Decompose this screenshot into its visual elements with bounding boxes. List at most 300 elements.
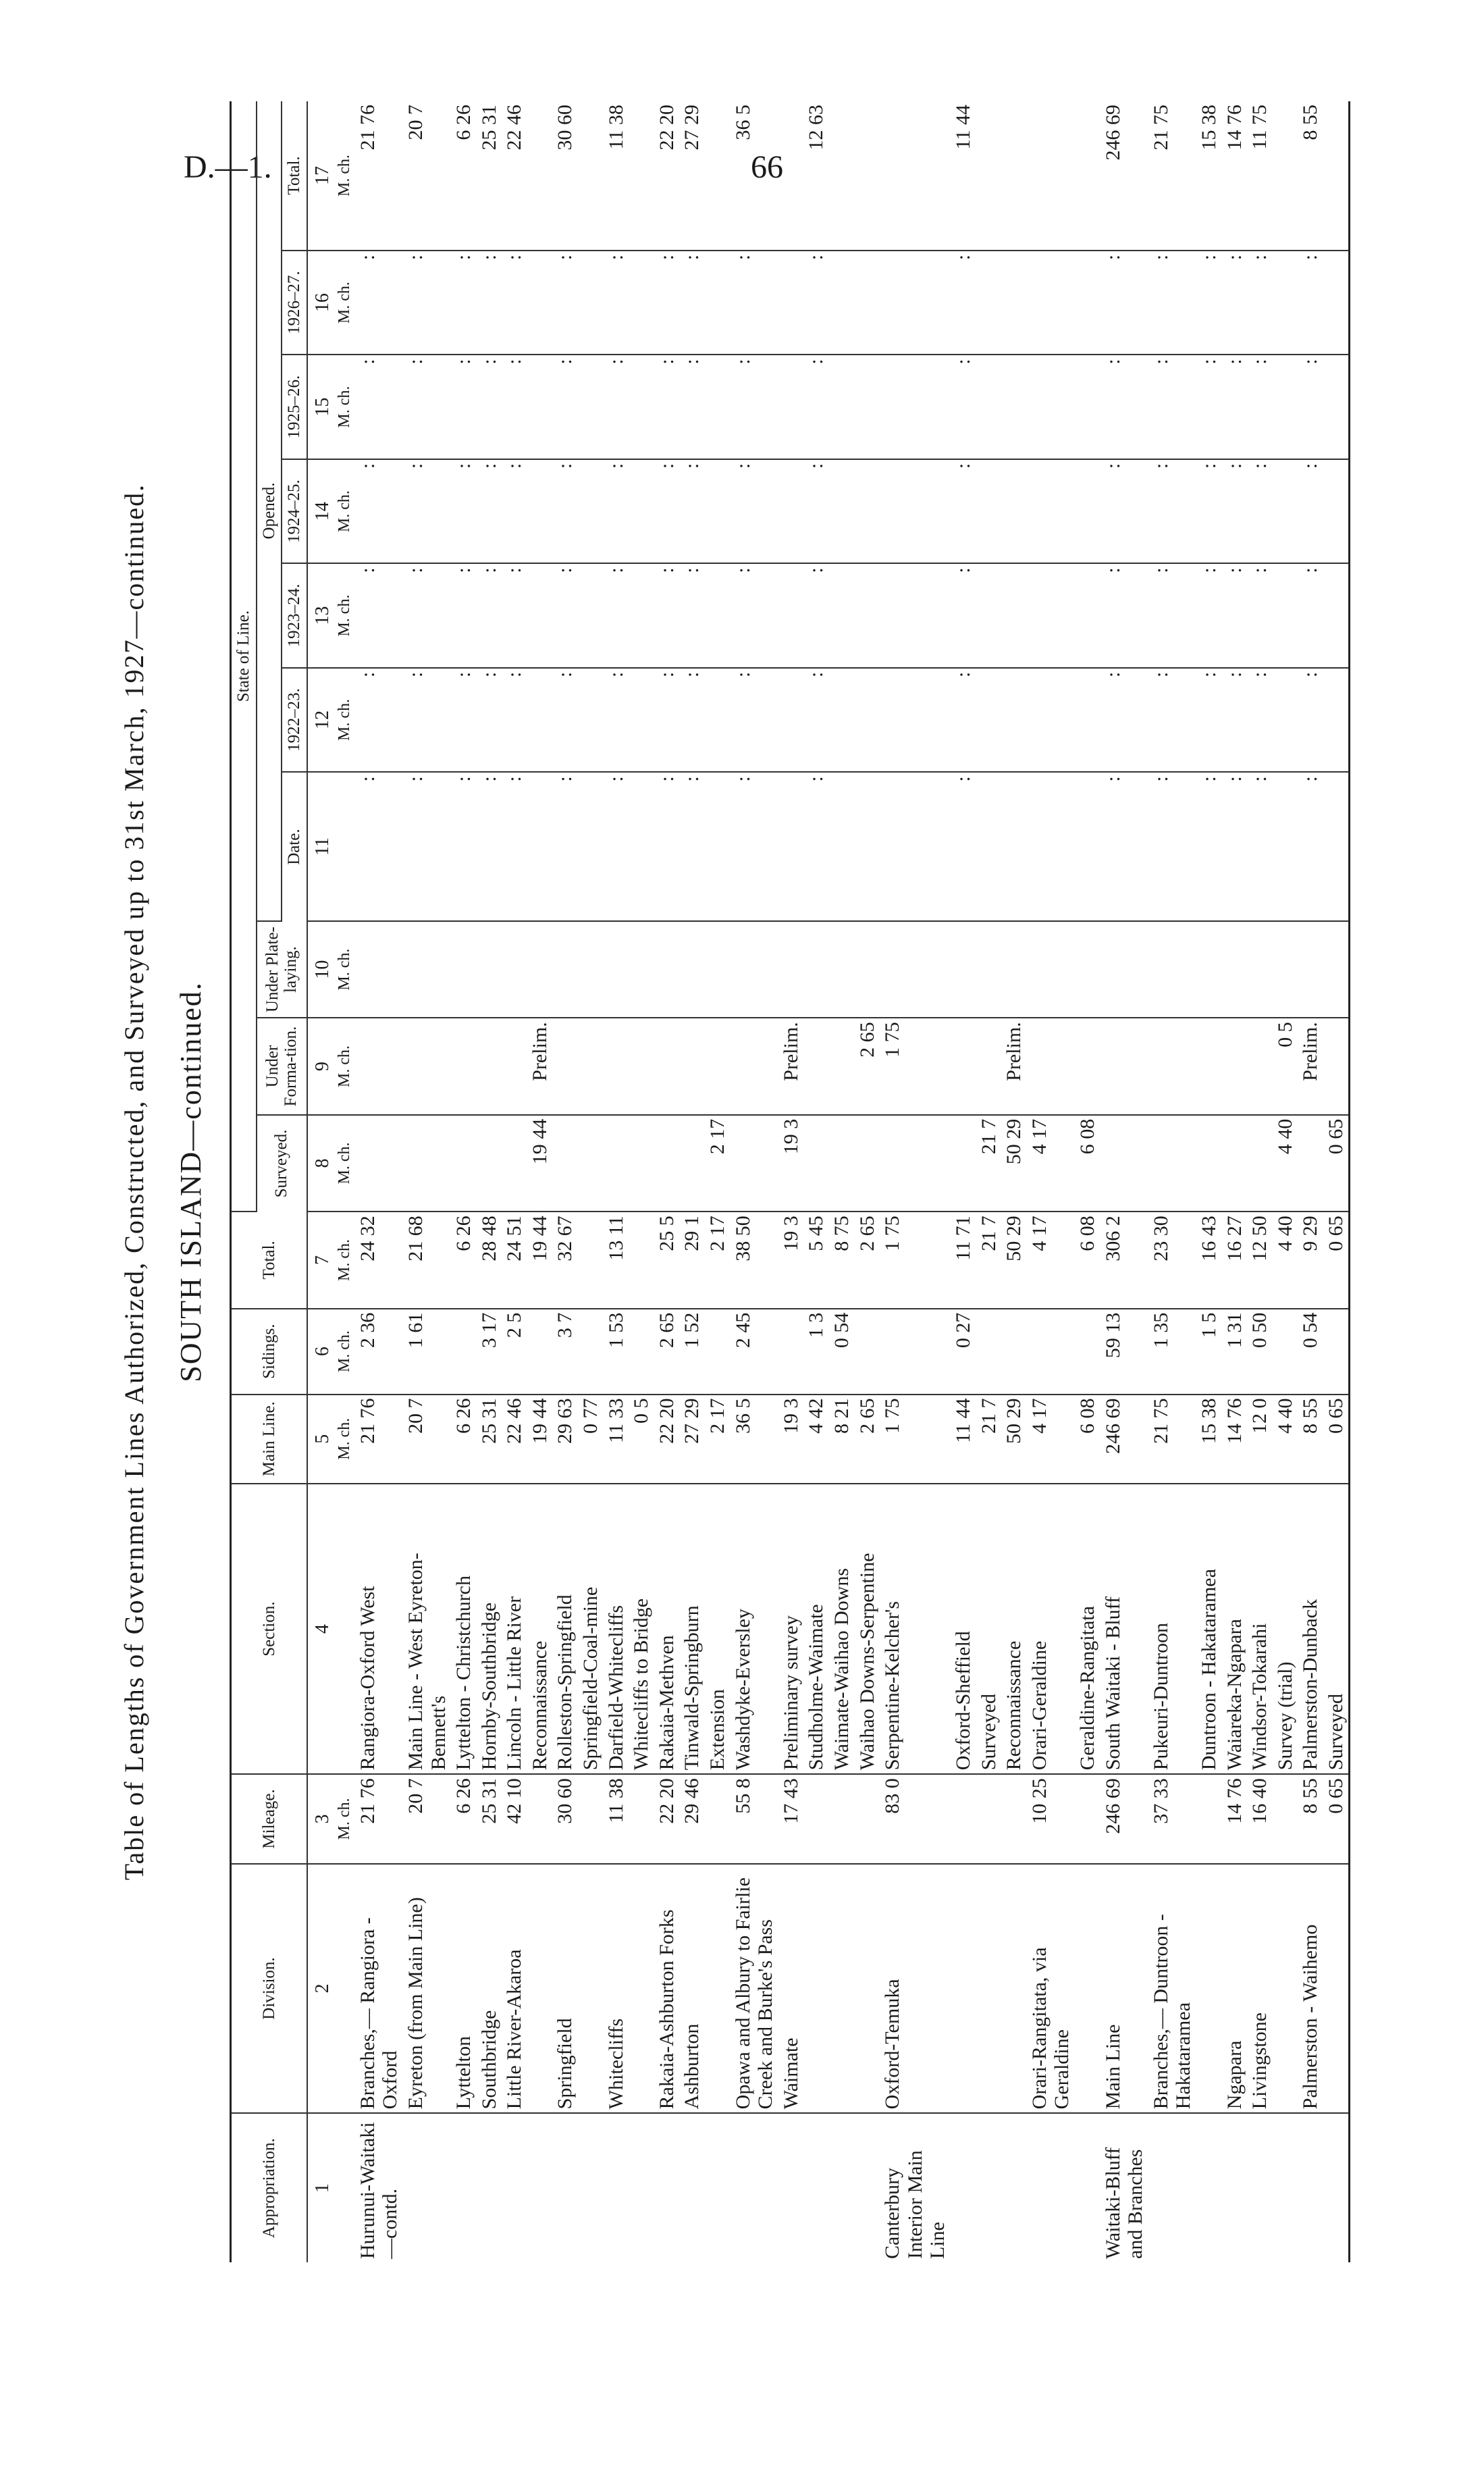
opened-date-cell	[855, 772, 880, 921]
opened-date-cell: :	[355, 772, 403, 921]
opened-1923-cell: :	[654, 563, 680, 667]
under-formation-cell	[1027, 1018, 1075, 1114]
opened-total-cell	[578, 101, 604, 251]
under-formation-cell	[1101, 1018, 1148, 1114]
opened-1926-cell	[1027, 251, 1075, 355]
main-line-cell: 21 7	[976, 1395, 1002, 1484]
under-formation-cell	[604, 1018, 629, 1114]
total-cell: 306 2	[1101, 1212, 1148, 1308]
appropriation-cell	[1222, 2113, 1248, 2262]
division-cell	[705, 1864, 731, 2114]
opened-1925-cell	[1001, 355, 1027, 459]
mileage-cell: 16 40	[1247, 1774, 1273, 1863]
under-formation-cell	[654, 1018, 680, 1114]
opened-date-cell: :	[1101, 772, 1148, 921]
main-line-cell: 21 75	[1148, 1395, 1196, 1484]
opened-1926-cell	[829, 251, 855, 355]
opened-1926-cell: :	[951, 251, 976, 355]
opened-1926-cell: :	[679, 251, 705, 355]
sidings-cell	[451, 1309, 477, 1395]
appropriation-cell	[1298, 2113, 1323, 2262]
opened-total-cell	[1273, 101, 1298, 251]
appropriation-cell	[976, 2113, 1002, 2262]
opened-1926-cell: :	[1298, 251, 1323, 355]
col-state-of-line: State of Line.	[231, 101, 257, 1212]
column-number-row	[307, 101, 334, 2262]
total-cell: 50 29	[1001, 1212, 1027, 1308]
opened-1922-cell	[578, 668, 604, 772]
surveyed-cell: 19 44	[527, 1115, 553, 1212]
sidings-cell: 3 7	[552, 1309, 578, 1395]
surveyed-cell	[679, 1115, 705, 1212]
total-cell: 24 32	[355, 1212, 403, 1308]
opened-1924-cell	[578, 459, 604, 563]
opened-1923-cell	[829, 563, 855, 667]
main-line-cell: 1 75	[880, 1395, 951, 1484]
opened-1925-cell	[976, 355, 1002, 459]
col-number: 3	[307, 1774, 334, 1863]
opened-1922-cell: :	[1101, 668, 1148, 772]
sidings-cell	[880, 1309, 951, 1395]
section-cell: Studholme-Waimate	[803, 1484, 829, 1774]
opened-1924-cell: :	[679, 459, 705, 563]
col-number: 12	[307, 668, 334, 772]
under-platelaying-cell	[705, 921, 731, 1018]
surveyed-cell	[1101, 1115, 1148, 1212]
total-cell: 25 5	[654, 1212, 680, 1308]
surveyed-cell	[951, 1115, 976, 1212]
col-1926: 1926–27.	[282, 251, 307, 355]
opened-1926-cell	[1075, 251, 1101, 355]
under-formation-cell	[578, 1018, 604, 1114]
opened-1926-cell: :	[654, 251, 680, 355]
opened-1923-cell: :	[552, 563, 578, 667]
under-formation-cell	[1075, 1018, 1101, 1114]
mileage-cell: 22 20	[654, 1774, 680, 1863]
opened-1924-cell	[629, 459, 654, 563]
under-formation-cell	[1247, 1018, 1273, 1114]
total-cell: 19 3	[778, 1212, 804, 1308]
section-cell: Surveyed	[1323, 1484, 1350, 1774]
surveyed-cell	[502, 1115, 527, 1212]
appropriation-cell	[679, 2113, 705, 2262]
opened-1922-cell	[527, 668, 553, 772]
sidings-cell	[855, 1309, 880, 1395]
mileage-cell: 29 46	[679, 1774, 705, 1863]
mileage-cell	[976, 1774, 1002, 1863]
division-cell	[855, 1864, 880, 2114]
sidings-cell: 1 52	[679, 1309, 705, 1395]
section-cell: Washdyke-Eversley	[731, 1484, 778, 1774]
under-formation-cell: 2 65	[855, 1018, 880, 1114]
appropriation-cell: Canterbury Interior Main Line	[881, 2150, 949, 2259]
opened-total-cell: 8 55	[1298, 101, 1323, 251]
opened-date-cell	[778, 772, 804, 921]
main-line-cell: 19 3	[778, 1395, 804, 1484]
appropriation-cell	[951, 2113, 976, 2262]
table-row	[1298, 101, 1323, 2262]
opened-1924-cell: :	[355, 459, 403, 563]
surveyed-cell	[1247, 1115, 1273, 1212]
surveyed-cell	[855, 1115, 880, 1212]
unit-label: M. ch.	[334, 921, 355, 1018]
table-title: Table of Lengths of Government Lines Authorized, Constructed, and Surveyed up to 31st March, 1927—continued.	[119, 483, 149, 1881]
appropriation-cell: Waitaki-Bluff and Branches	[1101, 2147, 1147, 2259]
sidings-cell: 2 65	[654, 1309, 680, 1395]
main-line-cell: 0 65	[1323, 1395, 1350, 1484]
mileage-cell: 10 25	[1027, 1774, 1075, 1863]
appropriation-cell	[1196, 2113, 1222, 2262]
main-line-cell: 50 29	[1001, 1395, 1027, 1484]
opened-1924-cell: :	[552, 459, 578, 563]
mileage-cell	[578, 1774, 604, 1863]
opened-date-cell: :	[803, 772, 829, 921]
opened-total-cell: 20 7	[403, 101, 451, 251]
under-formation-cell: Prelim.	[527, 1018, 553, 1114]
under-formation-cell	[629, 1018, 654, 1114]
division-cell: Springfield	[552, 1864, 578, 2114]
rotated-table-sheet	[118, 101, 1367, 2262]
sidings-cell: 1 61	[403, 1309, 451, 1395]
table-subtitle: SOUTH ISLAND—continued.	[174, 981, 207, 1382]
under-platelaying-cell	[1323, 921, 1350, 1018]
opened-1924-cell: :	[654, 459, 680, 563]
division-cell: Orari-Rangitata, via Geraldine	[1027, 1864, 1075, 2114]
under-formation-cell	[1148, 1018, 1196, 1114]
under-formation-cell: 1 75	[880, 1018, 951, 1114]
under-platelaying-cell	[355, 921, 403, 1018]
main-line-cell: 36 5	[731, 1395, 778, 1484]
opened-date-cell: :	[451, 772, 477, 921]
opened-1923-cell	[705, 563, 731, 667]
under-platelaying-cell	[803, 921, 829, 1018]
sidings-cell	[1001, 1309, 1027, 1395]
section-cell: Reconnaissance	[527, 1484, 553, 1774]
total-cell: 4 17	[1027, 1212, 1075, 1308]
opened-total-cell: 27 29	[679, 101, 705, 251]
appropriation-cell	[629, 2113, 654, 2262]
under-formation-cell	[502, 1018, 527, 1114]
total-cell: 11 71	[951, 1212, 976, 1308]
opened-1922-cell	[880, 668, 951, 772]
under-formation-cell	[1323, 1018, 1350, 1114]
col-1924: 1924–25.	[282, 459, 307, 563]
sidings-cell: 1 31	[1222, 1309, 1248, 1395]
surveyed-cell: 0 65	[1323, 1115, 1350, 1212]
table-row	[855, 101, 880, 2262]
opened-date-cell: :	[1298, 772, 1323, 921]
opened-1922-cell: :	[1298, 668, 1323, 772]
main-line-cell: 2 65	[855, 1395, 880, 1484]
opened-1924-cell: :	[451, 459, 477, 563]
sidings-cell	[578, 1309, 604, 1395]
opened-1925-cell	[578, 355, 604, 459]
section-cell: Darfield-Whitecliffs	[604, 1484, 629, 1774]
opened-1925-cell: :	[403, 355, 451, 459]
division-cell: Southbridge	[477, 1864, 502, 2114]
opened-1925-cell	[1027, 355, 1075, 459]
total-cell: 5 45	[803, 1212, 829, 1308]
division-cell: Little River-Akaroa	[502, 1864, 527, 2114]
opened-1924-cell	[829, 459, 855, 563]
total-cell: 28 48	[477, 1212, 502, 1308]
opened-1926-cell: :	[1101, 251, 1148, 355]
division-cell	[976, 1864, 1002, 2114]
opened-1924-cell: :	[731, 459, 778, 563]
section-cell: Waimate-Waihao Downs	[829, 1484, 855, 1774]
mileage-cell: 25 31	[477, 1774, 502, 1863]
sidings-cell: 1 5	[1196, 1309, 1222, 1395]
opened-total-cell	[976, 101, 1002, 251]
appropriation-cell	[552, 2113, 578, 2262]
table-row	[451, 101, 477, 2262]
under-platelaying-cell	[1273, 921, 1298, 1018]
appropriation-cell	[778, 2113, 804, 2262]
sidings-cell	[527, 1309, 553, 1395]
opened-1922-cell: :	[1222, 668, 1248, 772]
col-number: 1	[311, 2183, 333, 2193]
opened-1926-cell	[1001, 251, 1027, 355]
surveyed-cell	[1148, 1115, 1196, 1212]
under-platelaying-cell	[477, 921, 502, 1018]
sidings-cell: 2 45	[731, 1309, 778, 1395]
appropriation-cell	[731, 2113, 778, 2262]
under-formation-cell	[451, 1018, 477, 1114]
opened-1923-cell	[578, 563, 604, 667]
opened-1923-cell	[527, 563, 553, 667]
unit-label: M. ch.	[334, 668, 355, 772]
opened-total-cell	[527, 101, 553, 251]
sidings-cell	[1027, 1309, 1075, 1395]
under-formation-cell	[552, 1018, 578, 1114]
opened-1925-cell	[1075, 355, 1101, 459]
opened-1924-cell	[527, 459, 553, 563]
under-formation-cell	[679, 1018, 705, 1114]
col-number: 10	[307, 921, 334, 1018]
under-formation-cell	[803, 1018, 829, 1114]
opened-1925-cell: :	[1196, 355, 1222, 459]
sidings-cell	[1323, 1309, 1350, 1395]
opened-1926-cell	[1273, 251, 1298, 355]
col-number: 7	[307, 1212, 334, 1308]
under-platelaying-cell	[951, 921, 976, 1018]
main-line-cell: 29 63	[552, 1395, 578, 1484]
opened-1923-cell: :	[502, 563, 527, 667]
opened-1923-cell: :	[403, 563, 451, 667]
opened-total-cell: 6 26	[451, 101, 477, 251]
table-row	[1075, 101, 1101, 2262]
opened-date-cell	[1273, 772, 1298, 921]
main-line-cell: 0 5	[629, 1395, 654, 1484]
opened-1923-cell: :	[477, 563, 502, 667]
division-cell: Main Line	[1101, 1864, 1148, 2114]
surveyed-cell: 19 3	[778, 1115, 804, 1212]
opened-date-cell: :	[552, 772, 578, 921]
col-number: 14	[307, 459, 334, 563]
opened-1922-cell: :	[451, 668, 477, 772]
opened-date-cell	[629, 772, 654, 921]
opened-total-cell: 11 38	[604, 101, 629, 251]
col-under-platelaying: Under Plate-laying.	[257, 921, 307, 1018]
main-line-cell: 4 42	[803, 1395, 829, 1484]
opened-1922-cell: :	[679, 668, 705, 772]
total-cell: 8 75	[829, 1212, 855, 1308]
opened-1926-cell	[855, 251, 880, 355]
surveyed-cell	[654, 1115, 680, 1212]
table-row	[829, 101, 855, 2262]
under-formation-cell: Prelim.	[1298, 1018, 1323, 1114]
opened-date-cell	[880, 772, 951, 921]
section-cell: Tinwald-Springburn	[679, 1484, 705, 1774]
sidings-cell: 0 54	[1298, 1309, 1323, 1395]
under-formation-cell: 0 5	[1273, 1018, 1298, 1114]
main-line-cell: 25 31	[477, 1395, 502, 1484]
total-cell: 16 27	[1222, 1212, 1248, 1308]
opened-1926-cell: :	[502, 251, 527, 355]
opened-1922-cell	[1027, 668, 1075, 772]
opened-1922-cell	[1075, 668, 1101, 772]
mileage-cell	[855, 1774, 880, 1863]
division-cell: Lyttelton	[451, 1864, 477, 2114]
surveyed-cell	[803, 1115, 829, 1212]
opened-1924-cell	[705, 459, 731, 563]
unit-label: M. ch.	[334, 355, 355, 459]
surveyed-cell	[880, 1115, 951, 1212]
mileage-cell: 6 26	[451, 1774, 477, 1863]
opened-1922-cell	[629, 668, 654, 772]
sidings-cell: 1 35	[1148, 1309, 1196, 1395]
col-sidings: Sidings.	[231, 1309, 307, 1395]
table-row	[654, 101, 680, 2262]
table-row	[1222, 101, 1248, 2262]
sidings-cell	[778, 1309, 804, 1395]
opened-total-cell	[1323, 101, 1350, 251]
col-number: 6	[307, 1309, 334, 1395]
opened-1922-cell: :	[654, 668, 680, 772]
opened-total-cell	[629, 101, 654, 251]
opened-1925-cell: :	[951, 355, 976, 459]
opened-total-cell: 21 76	[355, 101, 403, 251]
main-line-cell: 6 08	[1075, 1395, 1101, 1484]
table-row	[1196, 101, 1222, 2262]
opened-date-cell	[527, 772, 553, 921]
opened-total-cell: 22 20	[654, 101, 680, 251]
opened-1923-cell: :	[1298, 563, 1323, 667]
opened-1923-cell	[855, 563, 880, 667]
opened-1923-cell: :	[1101, 563, 1148, 667]
opened-date-cell	[1001, 772, 1027, 921]
opened-1925-cell: :	[451, 355, 477, 459]
mileage-cell	[829, 1774, 855, 1863]
col-open-total: Total.	[282, 101, 307, 251]
mileage-cell: 55 8	[731, 1774, 778, 1863]
table-row	[705, 101, 731, 2262]
surveyed-cell	[604, 1115, 629, 1212]
under-platelaying-cell	[976, 921, 1002, 1018]
appropriation-cell	[1323, 2113, 1350, 2262]
appropriation-cell	[1001, 2113, 1027, 2262]
col-date: Date.	[282, 772, 307, 921]
division-cell	[829, 1864, 855, 2114]
opened-date-cell: :	[502, 772, 527, 921]
under-platelaying-cell	[604, 921, 629, 1018]
opened-total-cell: 12 63	[803, 101, 829, 251]
total-cell: 4 40	[1273, 1212, 1298, 1308]
under-formation-cell	[1196, 1018, 1222, 1114]
opened-1926-cell	[705, 251, 731, 355]
main-line-cell: 11 33	[604, 1395, 629, 1484]
lengths-table	[230, 101, 1350, 2262]
total-cell: 38 50	[731, 1212, 778, 1308]
table-row	[477, 101, 502, 2262]
surveyed-cell	[829, 1115, 855, 1212]
opened-total-cell	[778, 101, 804, 251]
table-row	[552, 101, 578, 2262]
surveyed-cell: 50 29	[1001, 1115, 1027, 1212]
section-cell: Rakaia-Methven	[654, 1484, 680, 1774]
main-line-cell: 4 17	[1027, 1395, 1075, 1484]
opened-1924-cell	[778, 459, 804, 563]
total-cell: 0 65	[1323, 1212, 1350, 1308]
mileage-cell: 8 55	[1298, 1774, 1323, 1863]
opened-1924-cell	[855, 459, 880, 563]
under-platelaying-cell	[778, 921, 804, 1018]
opened-1923-cell: :	[803, 563, 829, 667]
opened-1922-cell	[855, 668, 880, 772]
page-reference: D.—1.	[184, 149, 272, 185]
mileage-cell: 11 38	[604, 1774, 629, 1863]
opened-1923-cell	[1323, 563, 1350, 667]
opened-1924-cell: :	[502, 459, 527, 563]
opened-1924-cell	[1075, 459, 1101, 563]
appropriation-cell	[705, 2113, 731, 2262]
opened-1922-cell	[1323, 668, 1350, 772]
under-platelaying-cell	[1148, 921, 1196, 1018]
surveyed-cell	[1222, 1115, 1248, 1212]
opened-1923-cell: :	[451, 563, 477, 667]
appropriation-cell	[578, 2113, 604, 2262]
opened-date-cell	[1027, 772, 1075, 921]
col-1925: 1925–26.	[282, 355, 307, 459]
under-platelaying-cell	[527, 921, 553, 1018]
total-cell: 24 51	[502, 1212, 527, 1308]
opened-1925-cell	[1273, 355, 1298, 459]
under-formation-cell	[355, 1018, 403, 1114]
under-formation-cell	[477, 1018, 502, 1114]
unit-label: M. ch.	[334, 459, 355, 563]
section-cell: Lyttelton - Christchurch	[451, 1484, 477, 1774]
main-line-cell: 11 44	[951, 1395, 976, 1484]
division-cell: Livingstone	[1247, 1864, 1273, 2114]
opened-1924-cell: :	[951, 459, 976, 563]
section-cell: Waihao Downs-Serpentine	[855, 1484, 880, 1774]
table-row	[502, 101, 527, 2262]
main-line-cell: 246 69	[1101, 1395, 1148, 1484]
appropriation-cell	[1148, 2113, 1196, 2262]
total-cell: 23 30	[1148, 1212, 1196, 1308]
unit-label: M. ch.	[334, 1395, 355, 1484]
opened-1924-cell	[1323, 459, 1350, 563]
opened-1926-cell: :	[552, 251, 578, 355]
opened-1924-cell	[880, 459, 951, 563]
division-cell	[527, 1864, 553, 2114]
main-line-cell: 19 44	[527, 1395, 553, 1484]
section-cell: Waiareka-Ngapara	[1222, 1484, 1248, 1774]
opened-total-cell	[705, 101, 731, 251]
opened-1922-cell: :	[477, 668, 502, 772]
under-formation-cell: Prelim.	[1001, 1018, 1027, 1114]
unit-label: M. ch.	[334, 563, 355, 667]
